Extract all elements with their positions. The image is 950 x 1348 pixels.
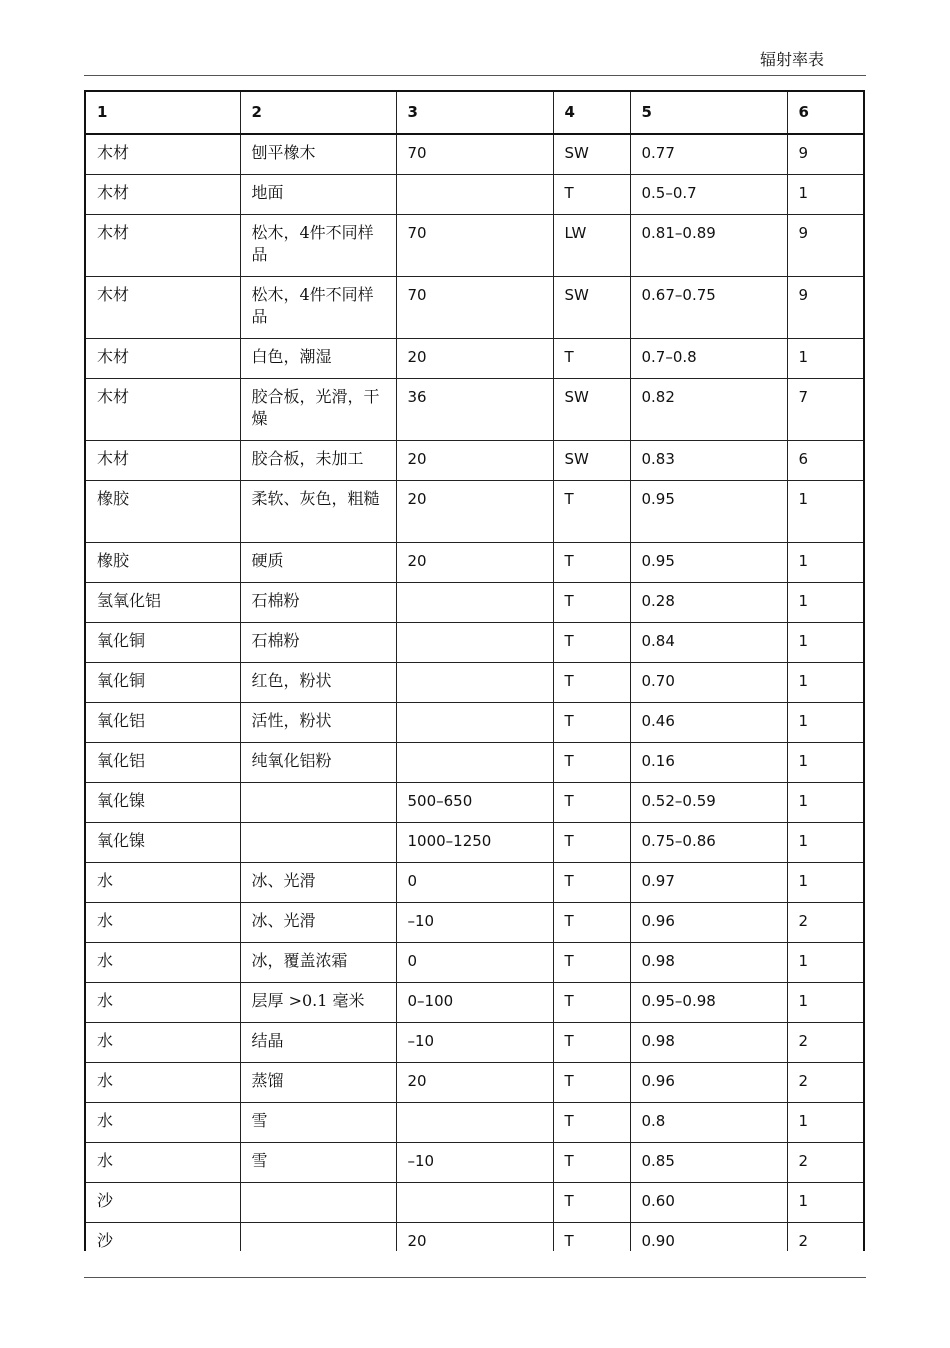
temperature-cell: 0–100 [396,982,553,1022]
table-header-row [86,92,863,134]
table-row [86,440,863,480]
table-row [86,338,863,378]
table-row [86,622,863,662]
temperature-cell: 70 [396,276,553,338]
spectrum-cell: SW [553,378,630,440]
emissivity-cell: 0.28 [630,582,787,622]
spectrum-cell: T [553,1102,630,1142]
material-cell: 水 [86,1102,240,1142]
material-cell: 氧化铜 [86,662,240,702]
emissivity-table [86,92,863,1251]
table-row [86,378,863,440]
table-row [86,822,863,862]
reference-cell: 1 [787,782,863,822]
table-row [86,1022,863,1062]
spectrum-cell: T [553,862,630,902]
temperature-cell: 500–650 [396,782,553,822]
table-row [86,1102,863,1142]
material-cell: 橡胶 [86,542,240,582]
reference-cell: 2 [787,902,863,942]
specification-cell: 刨平橡木 [240,134,396,174]
column-header: 1 [86,92,240,134]
material-cell: 橡胶 [86,480,240,542]
temperature-cell: 20 [396,542,553,582]
spectrum-cell: T [553,480,630,542]
reference-cell: 1 [787,662,863,702]
material-cell: 氧化镍 [86,782,240,822]
material-cell: 水 [86,942,240,982]
material-cell: 水 [86,862,240,902]
emissivity-cell: 0.85 [630,1142,787,1182]
material-cell: 水 [86,902,240,942]
material-cell: 木材 [86,378,240,440]
reference-cell: 2 [787,1142,863,1182]
temperature-cell [396,622,553,662]
specification-cell: 硬质 [240,542,396,582]
reference-cell: 1 [787,622,863,662]
temperature-cell [396,174,553,214]
reference-cell: 7 [787,378,863,440]
table-row [86,1222,863,1251]
emissivity-cell: 0.97 [630,862,787,902]
temperature-cell: 20 [396,338,553,378]
reference-cell: 2 [787,1022,863,1062]
temperature-cell: 70 [396,214,553,276]
column-header: 6 [787,92,863,134]
table-row [86,480,863,542]
material-cell: 氧化铝 [86,702,240,742]
table-row [86,662,863,702]
table-row [86,276,863,338]
spectrum-cell: SW [553,134,630,174]
reference-cell: 9 [787,276,863,338]
table-row [86,982,863,1022]
temperature-cell: 0 [396,942,553,982]
emissivity-cell: 0.77 [630,134,787,174]
specification-cell: 石棉粉 [240,622,396,662]
table-row [86,1062,863,1102]
spectrum-cell: T [553,1142,630,1182]
reference-cell: 9 [787,214,863,276]
spectrum-cell: T [553,174,630,214]
reference-cell: 1 [787,822,863,862]
spectrum-cell: T [553,942,630,982]
emissivity-cell: 0.70 [630,662,787,702]
temperature-cell [396,1102,553,1142]
spectrum-cell: T [553,702,630,742]
temperature-cell [396,702,553,742]
material-cell: 沙 [86,1182,240,1222]
specification-cell: 胶合板，未加工 [240,440,396,480]
material-cell: 沙 [86,1222,240,1251]
emissivity-cell: 0.60 [630,1182,787,1222]
emissivity-cell: 0.96 [630,1062,787,1102]
material-cell: 木材 [86,174,240,214]
table-row [86,942,863,982]
specification-cell: 层厚 >0.1 毫米 [240,982,396,1022]
emissivity-cell: 0.98 [630,1022,787,1062]
specification-cell: 冰，覆盖浓霜 [240,942,396,982]
column-header: 3 [396,92,553,134]
specification-cell: 石棉粉 [240,582,396,622]
temperature-cell [396,1182,553,1222]
emissivity-cell: 0.46 [630,702,787,742]
reference-cell: 1 [787,1182,863,1222]
material-cell: 水 [86,982,240,1022]
table-row [86,1182,863,1222]
spectrum-cell: T [553,1222,630,1251]
reference-cell: 1 [787,702,863,742]
material-cell: 氧化铝 [86,742,240,782]
emissivity-cell: 0.90 [630,1222,787,1251]
spectrum-cell: T [553,582,630,622]
temperature-cell: 20 [396,480,553,542]
emissivity-cell: 0.67–0.75 [630,276,787,338]
temperature-cell: 20 [396,1222,553,1251]
table-row [86,134,863,174]
temperature-cell: 1000–1250 [396,822,553,862]
material-cell: 木材 [86,276,240,338]
table-row [86,582,863,622]
specification-cell [240,1222,396,1251]
table-row [86,174,863,214]
emissivity-table-container [84,90,865,1251]
page-header-title: 辐射率表 [759,50,824,69]
reference-cell: 1 [787,862,863,902]
reference-cell: 1 [787,338,863,378]
reference-cell: 1 [787,982,863,1022]
material-cell: 木材 [86,338,240,378]
emissivity-cell: 0.52–0.59 [630,782,787,822]
spectrum-cell: T [553,742,630,782]
table-row [86,1142,863,1182]
material-cell: 木材 [86,440,240,480]
material-cell: 氢氧化铝 [86,582,240,622]
reference-cell: 1 [787,582,863,622]
spectrum-cell: T [553,542,630,582]
material-cell: 水 [86,1022,240,1062]
specification-cell: 柔软、灰色，粗糙 [240,480,396,542]
reference-cell: 2 [787,1222,863,1251]
reference-cell: 9 [787,134,863,174]
material-cell: 木材 [86,214,240,276]
specification-cell: 松木，4件不同样品 [240,276,396,338]
table-row [86,542,863,582]
temperature-cell [396,662,553,702]
emissivity-cell: 0.84 [630,622,787,662]
reference-cell: 2 [787,1062,863,1102]
spectrum-cell: T [553,982,630,1022]
material-cell: 水 [86,1062,240,1102]
reference-cell: 1 [787,742,863,782]
specification-cell: 纯氧化铝粉 [240,742,396,782]
specification-cell: 胶合板，光滑，干燥 [240,378,396,440]
emissivity-cell: 0.95 [630,480,787,542]
material-cell: 氧化镍 [86,822,240,862]
material-cell: 水 [86,1142,240,1182]
specification-cell [240,822,396,862]
spectrum-cell: SW [553,440,630,480]
specification-cell: 雪 [240,1142,396,1182]
specification-cell: 地面 [240,174,396,214]
column-header: 4 [553,92,630,134]
reference-cell: 1 [787,480,863,542]
table-body [86,134,863,1251]
spectrum-cell: T [553,662,630,702]
temperature-cell: 70 [396,134,553,174]
spectrum-cell: T [553,1022,630,1062]
emissivity-cell: 0.96 [630,902,787,942]
spectrum-cell: T [553,782,630,822]
emissivity-cell: 0.98 [630,942,787,982]
spectrum-cell: SW [553,276,630,338]
temperature-cell [396,582,553,622]
specification-cell: 活性，粉状 [240,702,396,742]
spectrum-cell: T [553,338,630,378]
temperature-cell [396,742,553,782]
header-rule [84,75,866,76]
specification-cell: 结晶 [240,1022,396,1062]
specification-cell: 冰、光滑 [240,902,396,942]
spectrum-cell: T [553,902,630,942]
column-header: 5 [630,92,787,134]
specification-cell: 松木，4件不同样品 [240,214,396,276]
emissivity-cell: 0.83 [630,440,787,480]
table-row [86,782,863,822]
spectrum-cell: T [553,1182,630,1222]
spectrum-cell: LW [553,214,630,276]
material-cell: 氧化铜 [86,622,240,662]
emissivity-cell: 0.16 [630,742,787,782]
emissivity-cell: 0.81–0.89 [630,214,787,276]
specification-cell [240,782,396,822]
material-cell: 木材 [86,134,240,174]
emissivity-cell: 0.8 [630,1102,787,1142]
emissivity-cell: 0.75–0.86 [630,822,787,862]
spectrum-cell: T [553,822,630,862]
spectrum-cell: T [553,1062,630,1102]
table-row [86,742,863,782]
table-row [86,702,863,742]
reference-cell: 1 [787,1102,863,1142]
reference-cell: 6 [787,440,863,480]
table-row [86,902,863,942]
emissivity-cell: 0.95 [630,542,787,582]
footer-rule [84,1277,866,1278]
table-row [86,862,863,902]
temperature-cell: 20 [396,440,553,480]
specification-cell: 蒸馏 [240,1062,396,1102]
reference-cell: 1 [787,542,863,582]
column-header: 2 [240,92,396,134]
specification-cell [240,1182,396,1222]
emissivity-cell: 0.5–0.7 [630,174,787,214]
spectrum-cell: T [553,622,630,662]
emissivity-cell: 0.95–0.98 [630,982,787,1022]
specification-cell: 白色，潮湿 [240,338,396,378]
temperature-cell: –10 [396,902,553,942]
temperature-cell: 36 [396,378,553,440]
temperature-cell: –10 [396,1142,553,1182]
temperature-cell: –10 [396,1022,553,1062]
specification-cell: 冰、光滑 [240,862,396,902]
specification-cell: 红色，粉状 [240,662,396,702]
temperature-cell: 0 [396,862,553,902]
temperature-cell: 20 [396,1062,553,1102]
emissivity-cell: 0.82 [630,378,787,440]
emissivity-cell: 0.7–0.8 [630,338,787,378]
reference-cell: 1 [787,174,863,214]
specification-cell: 雪 [240,1102,396,1142]
table-row [86,214,863,276]
reference-cell: 1 [787,942,863,982]
